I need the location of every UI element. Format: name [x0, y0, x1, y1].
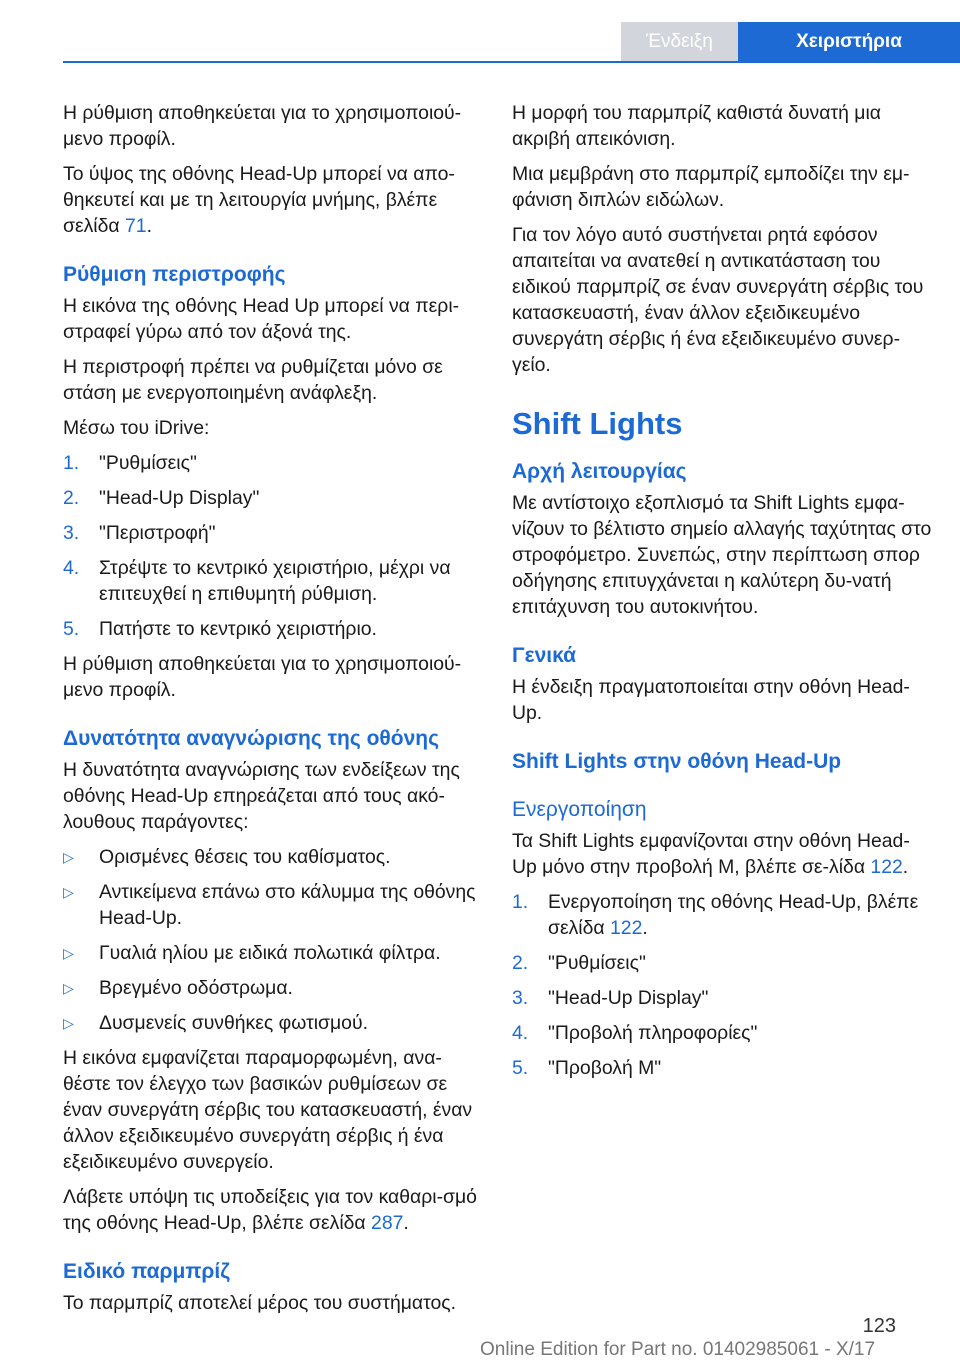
list-number: 5.: [63, 618, 80, 640]
factors-list: [63, 844, 481, 1036]
steps-list: [512, 889, 932, 1081]
paragraph: Η εικόνα της οθόνης Head Up μπορεί να περι-στραφεί γύρω από τον άξονά της.: [63, 295, 460, 343]
list-item: [63, 975, 481, 1001]
triangle-bullet-icon: ▷: [63, 849, 74, 865]
list-number: 2.: [512, 952, 529, 974]
list-text: "Ρυθμίσεις": [99, 452, 197, 474]
paragraph: Το παρμπρίζ αποτελεί μέρος του συστήματος.: [63, 1292, 457, 1314]
paragraph: Η ρύθμιση αποθηκεύεται για το χρησιμοποιού-μενο προφίλ.: [63, 102, 462, 150]
list-item: [63, 555, 481, 607]
list-item: [512, 1020, 932, 1046]
list-text: Ενεργοποίηση της οθόνης Head-Up, βλέπε σελίδα 122.: [548, 891, 919, 939]
list-text: "Head-Up Display": [99, 487, 260, 509]
left-column: [63, 100, 481, 1325]
list-number: 2.: [63, 487, 80, 509]
list-text: "Προβολή M": [548, 1057, 662, 1079]
chapter-heading: Shift Lights: [512, 406, 683, 441]
section-heading: Ειδικό παρμπρίζ: [63, 1260, 230, 1283]
list-item: [512, 950, 932, 976]
page-footer: [0, 1315, 960, 1362]
list-text: Βρεγμένο οδόστρωμα.: [99, 977, 293, 999]
steps-list: [63, 450, 481, 642]
paragraph-text: Λάβετε υπόψη τις υποδείξεις για τον καθαρι-σμό της οθόνης Head-Up, βλέπε σελίδα: [63, 1186, 477, 1234]
list-text: Αντικείμενα επάνω στο κάλυμμα της οθόνης Head-Up.: [99, 881, 476, 929]
section-heading: Ρύθμιση περιστροφής: [63, 263, 286, 286]
triangle-bullet-icon: ▷: [63, 884, 74, 900]
list-item: [512, 889, 932, 941]
paragraph: Για τον λόγο αυτό συστήνεται ρητά εφόσον απαιτείται να ανατεθεί η αντικατάσταση του ειδικού παρμπρίζ σε έναν συνεργάτη σέρβις του κατασκευαστή, έναν άλλον εξειδικευμένο συνεργάτη σέρβις ή ένα εξειδικευμένο συνερ-γείο.: [512, 224, 924, 376]
triangle-bullet-icon: ▷: [63, 945, 74, 961]
list-item: [63, 485, 481, 511]
list-text: Πατήστε το κεντρικό χειριστήριο.: [99, 618, 377, 640]
paragraph: Λάβετε υπόψη τις υποδείξεις για τον καθαρι-σμό της οθόνης Head-Up, βλέπε σελίδα 287.: [63, 1186, 477, 1234]
list-item: [63, 520, 481, 546]
list-item: [63, 450, 481, 476]
paragraph: Η εικόνα εμφανίζεται παραμορφωμένη, ανα-θέστε τον έλεγχο των βασικών ρυθμίσεων σε έναν συνεργάτη σέρβις του κατασκευαστή, έναν άλλον εξειδικευμένο συνεργάτη σέρβις ή ένα εξειδικευμένο συνεργείο.: [63, 1047, 473, 1173]
page-link[interactable]: 122: [610, 917, 643, 939]
page-link[interactable]: 287: [371, 1212, 404, 1234]
list-item: [63, 616, 481, 642]
paragraph: Μια μεμβράνη στο παρμπρίζ εμποδίζει την εμ-φάνιση διπλών ειδώλων.: [512, 163, 910, 211]
list-text: "Προβολή πληροφορίες": [548, 1022, 758, 1044]
paragraph: Η ένδειξη πραγματοποιείται στην οθόνη Head-Up.: [512, 676, 910, 724]
paragraph: Μέσω του iDrive:: [63, 417, 210, 439]
page-link[interactable]: 71: [125, 215, 147, 237]
list-text: "Περιστροφή": [99, 522, 216, 544]
list-text: "Ρυθμίσεις": [548, 952, 646, 974]
list-number: 3.: [63, 522, 80, 544]
triangle-bullet-icon: ▷: [63, 1015, 74, 1031]
list-text: "Head-Up Display": [548, 987, 709, 1009]
paragraph: Η μορφή του παρμπρίζ καθιστά δυνατή μια ακριβή απεικόνιση.: [512, 102, 881, 150]
paragraph: Τα Shift Lights εμφανίζονται στην οθόνη Head-Up μόνο στην προβολή M, βλέπε σε-λίδα 122.: [512, 830, 910, 878]
right-column: [512, 100, 932, 1090]
section-heading: Δυνατότητα αναγνώρισης της οθόνης: [63, 727, 440, 750]
tab-display[interactable]: Ένδειξη: [621, 22, 738, 62]
list-text: Δυσμενείς συνθήκες φωτισμού.: [99, 1012, 368, 1034]
section-heading: Αρχή λειτουργίας: [512, 460, 687, 483]
list-number: 5.: [512, 1057, 529, 1079]
list-item: [512, 985, 932, 1011]
list-number: 4.: [512, 1022, 529, 1044]
list-text-part: Ενεργοποίηση της οθόνης Head-Up, βλέπε σελίδα: [548, 891, 919, 939]
list-item: [63, 879, 481, 931]
paragraph: Η ρύθμιση αποθηκεύεται για το χρησιμοποιού-μενο προφίλ.: [63, 653, 462, 701]
triangle-bullet-icon: ▷: [63, 980, 74, 996]
paragraph: Το ύψος της οθόνης Head-Up μπορεί να απο-θηκευτεί και με τη λειτουργία μνήμης, βλέπε σελίδα 71.: [63, 163, 455, 237]
list-item: [63, 940, 481, 966]
list-number: 1.: [512, 891, 529, 913]
list-text: Γυαλιά ηλίου με ειδικά πολωτικά φίλτρα.: [99, 942, 441, 964]
header-rule: [63, 61, 960, 63]
list-item: [63, 844, 481, 870]
section-heading: Shift Lights στην οθόνη Head-Up: [512, 750, 842, 773]
page-number: 123: [862, 1315, 896, 1337]
page-link[interactable]: 122: [870, 856, 903, 878]
list-item: [512, 1055, 932, 1081]
section-heading: Γενικά: [512, 644, 577, 667]
paragraph: Η περιστροφή πρέπει να ρυθμίζεται μόνο σε στάση με ενεργοποιημένη ανάφλεξη.: [63, 356, 443, 404]
paragraph-text: Το ύψος της οθόνης Head-Up μπορεί να απο-θηκευτεί και με τη λειτουργία μνήμης, βλέπε σελίδα: [63, 163, 455, 237]
tab-controls[interactable]: Χειριστήρια: [738, 22, 960, 62]
subsection-heading: Ενεργοποίηση: [512, 798, 647, 821]
edition-label: Online Edition for Part no. 01402985061 - X/17: [480, 1339, 876, 1360]
paragraph: Η δυνατότητα αναγνώρισης των ενδείξεων της οθόνης Head-Up επηρεάζεται από τους ακό-λουθους παράγοντες:: [63, 759, 460, 833]
paragraph-text: Τα Shift Lights εμφανίζονται στην οθόνη Head-Up μόνο στην προβολή M, βλέπε σε-λίδα: [512, 830, 910, 878]
list-item: [63, 1010, 481, 1036]
list-number: 1.: [63, 452, 80, 474]
list-text: Στρέψτε το κεντρικό χειριστήριο, μέχρι να επιτευχθεί η επιθυμητή ρύθμιση.: [99, 557, 451, 605]
list-text: Ορισμένες θέσεις του καθίσματος.: [99, 846, 391, 868]
paragraph: Με αντίστοιχο εξοπλισμό τα Shift Lights εμφα-νίζουν το βέλτιστο σημείο αλλαγής ταχύτητας στο στροφόμετρο. Συνεπώς, στην περίπτωση σπορ οδήγησης επιτυγχάνεται η καλύτερη δυ-νατή επιτάχυνση του αυτοκινήτου.: [512, 492, 932, 618]
list-number: 4.: [63, 557, 80, 579]
chapter-tabs: [621, 22, 960, 62]
list-number: 3.: [512, 987, 529, 1009]
